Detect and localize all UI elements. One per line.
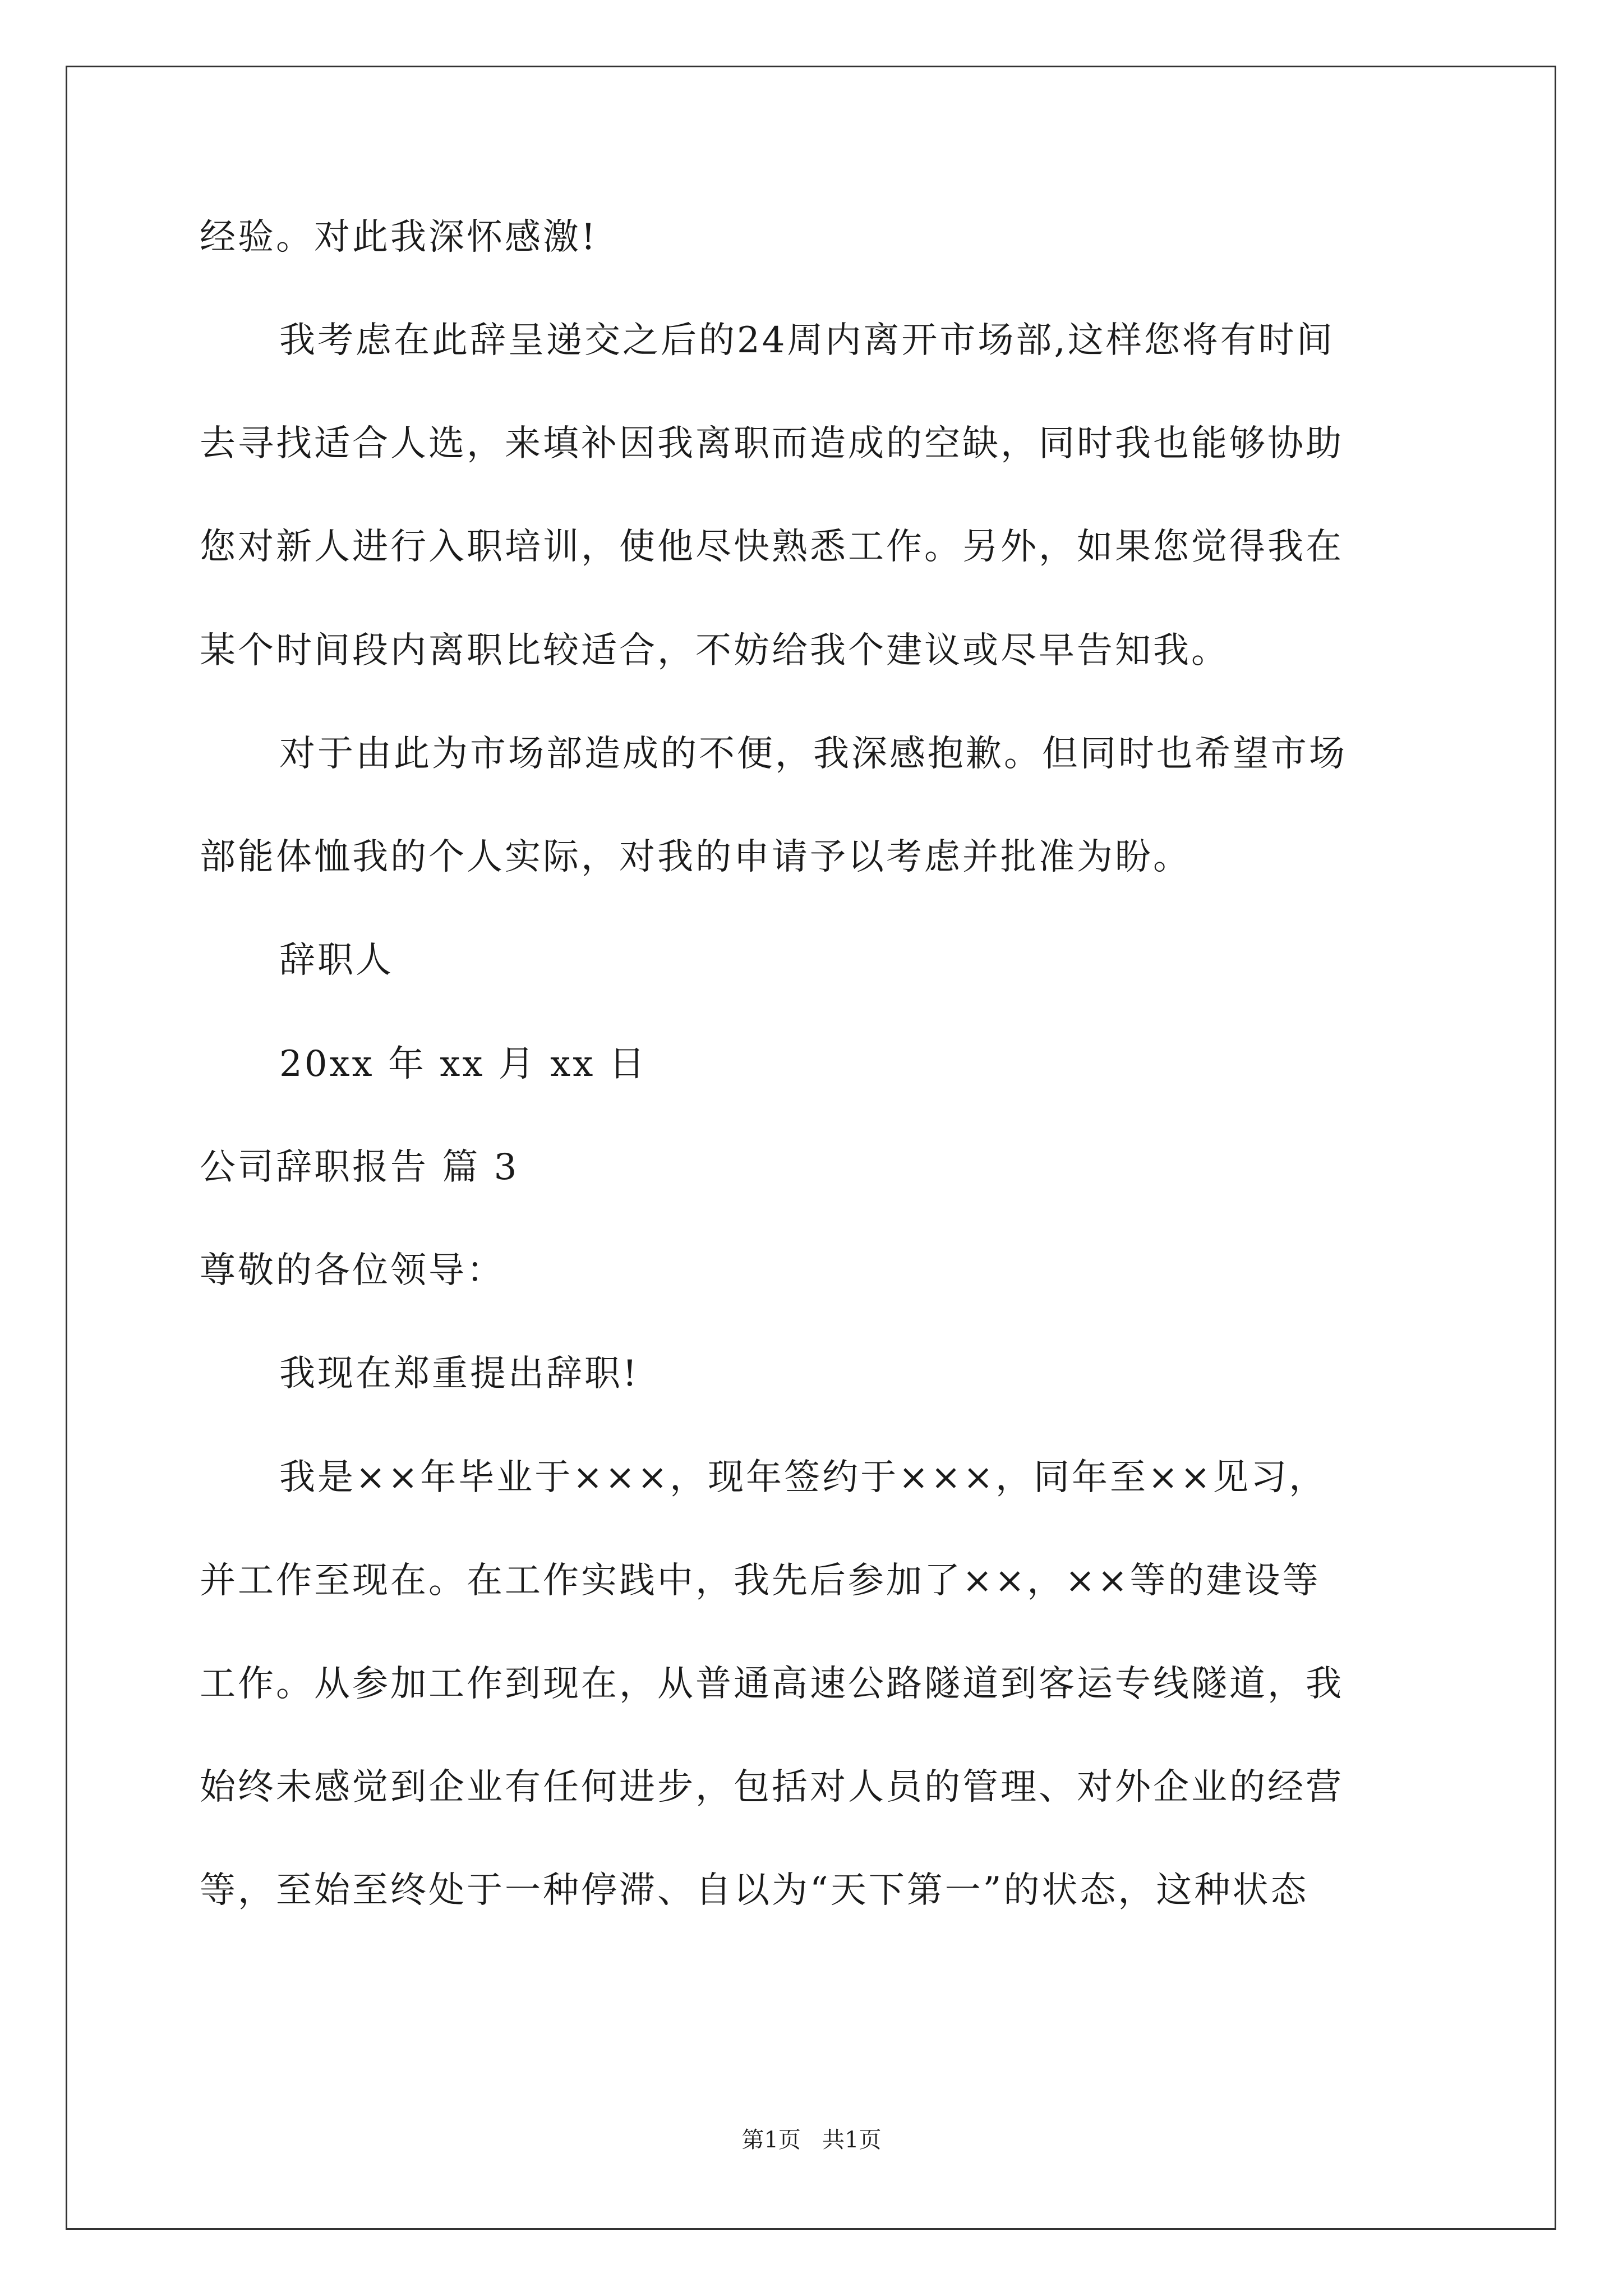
text-line: 去寻找适合人选，来填补因我离职而造成的空缺，同时我也能够协助 xyxy=(200,423,1344,464)
text-line: 并工作至现在。在工作实践中，我先后参加了××，××等的建设等 xyxy=(200,1560,1321,1602)
text-line: 工作。从参加工作到现在，从普通高速公路隧道到客运专线隧道，我 xyxy=(200,1663,1344,1705)
text-line: 等，至始至终处于一种停滞、自以为“天下第一”的状态，这种状态 xyxy=(200,1870,1309,1911)
page-footer: 第1页 共1页 xyxy=(741,2127,882,2153)
text-line: 您对新人进行入职培训，使他尽快熟悉工作。另外，如果您觉得我在 xyxy=(200,526,1344,568)
text-line: 始终未感觉到企业有任何进步，包括对人员的管理、对外企业的经营 xyxy=(200,1766,1344,1808)
section-heading: 公司辞职报告 篇 3 xyxy=(200,1147,519,1188)
text-line: 某个时间段内离职比较适合，不妨给我个建议或尽早告知我。 xyxy=(200,630,1229,671)
text-line: 我现在郑重提出辞职! xyxy=(279,1353,639,1395)
text-line: 我是××年毕业于×××，现年签约于×××，同年至××见习， xyxy=(279,1457,1327,1498)
signature-label: 辞职人 xyxy=(279,940,394,981)
salutation: 尊敬的各位领导： xyxy=(200,1250,505,1291)
text-line: 我考虑在此辞呈递交之后的24周内离开市场部,这样您将有时间 xyxy=(279,320,1335,361)
text-line: 经验。对此我深怀感激! xyxy=(200,217,598,258)
date-line: 20xx 年 xx 月 xx 日 xyxy=(279,1043,647,1085)
text-line: 部能体恤我的个人实际，对我的申请予以考虑并批准为盼。 xyxy=(200,836,1191,878)
text-line: 对于由此为市场部造成的不便，我深感抱歉。但同时也希望市场 xyxy=(279,733,1347,775)
